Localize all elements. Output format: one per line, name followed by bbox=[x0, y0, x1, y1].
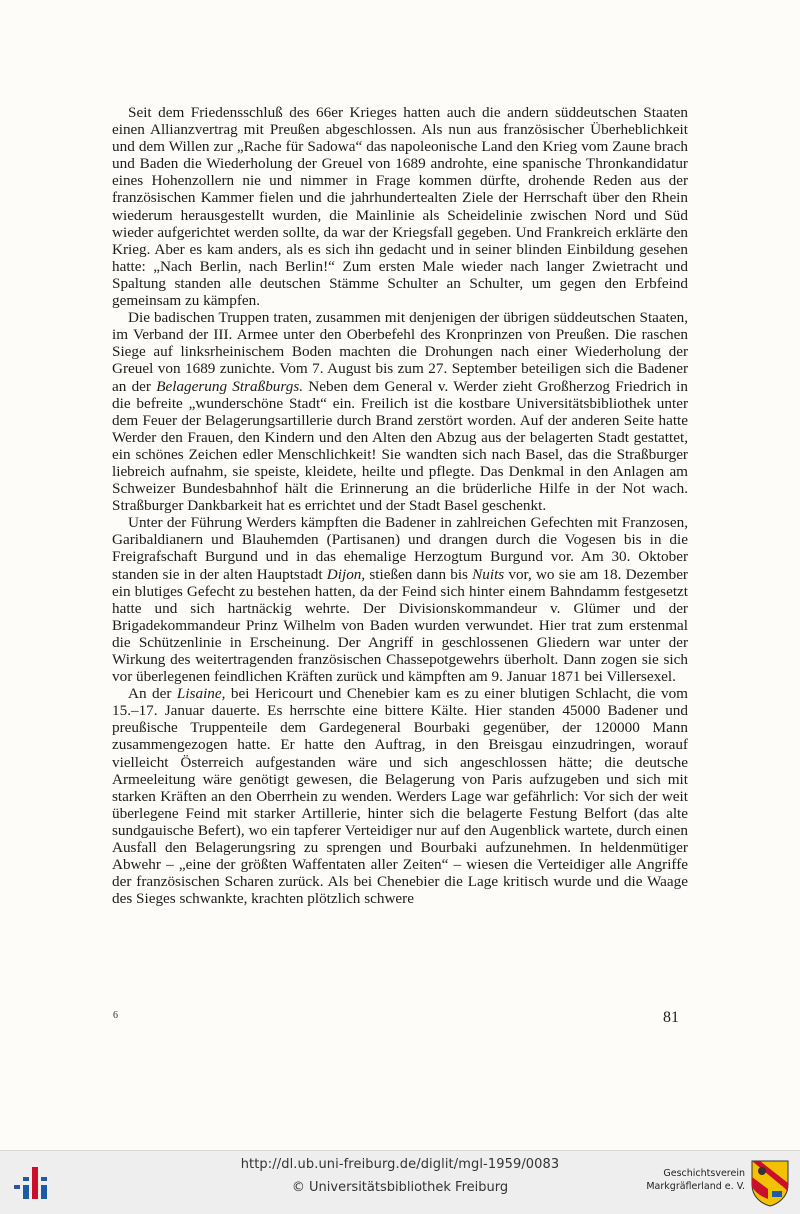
italic-place-dijon: Dijon, bbox=[326, 565, 366, 583]
body-text bbox=[112, 104, 688, 907]
paragraph-4: An der Lisaine, bei Hericourt und Chenebier kam es zu einer blutigen Schlacht, die vom 15.–17. Januar dauerte. Es herrschte eine bittere Kälte. Hier standen 45000 Badener und preußische Truppenteile dem Gardegeneral Bourbaki gegenüber, der 120000 Mann zusammengezogen hatte. Er hatte den Auftrag, in den Breisgau einzudringen, worauf vielleicht Österreich aufgestanden wäre und sich angeschlossen hätte; die deutsche Armeeleitung wäre genötigt gewesen, die Belagerung von Paris aufzugeben und sich mit starken Kräften an den Oberrhein zu wenden. Werders Lage war gefährlich: Vor sich der weit überlegene Feind mit starker Artillerie, hinter sich die belagerte Festung Belfort (das alte sundgauische Befert), wo ein tapferer Verteidiger nur auf den Augenblick wartete, durch einen Ausfall den Belagerungsring zu sprengen und Bourbaki aufzunehmen. In heldenmütiger Abwehr – „eine der größten Waffentaten aller Zeiten“ – wiesen die Verteidiger alle Angriffe der französischen Scharen zurück. Als bei Chenebier die Lage kritisch wurde und die Waage des Sieges schwankte, krachten plötzlich schwere bbox=[112, 685, 688, 908]
permalink-url[interactable]: http://dl.ub.uni-freiburg.de/diglit/mgl-1959/0083 bbox=[240, 1157, 560, 1172]
page-number: 81 bbox=[663, 1009, 679, 1026]
coat-of-arms-icon[interactable] bbox=[750, 1159, 790, 1207]
italic-place-strassburg: Belagerung Straßburgs. bbox=[156, 377, 304, 395]
copyright-notice: © Universitätsbibliothek Freiburg bbox=[291, 1180, 509, 1195]
paragraph-3: Unter der Führung Werders kämpften die Badener in zahlreichen Gefechten mit Franzosen, Garibaldianern und Blauhemden (Partisanen) und drangen durch die Vogesen bis in die Freigrafschaft Burgund und in das ehemalige Herzogtum Burgund vor. Am 30. Oktober standen sie in der alten Hauptstadt Dijon, stießen dann bis Nuits vor, wo sie am 18. Dezember ein blutiges Gefecht zu bestehen hatten, da der Feind sich hinter einem Bahndamm festgesetzt hatte und sich hartnäckig wehrte. Der Divisionskommandeur v. Glümer und der Brigadekommandeur Prinz Wilhelm von Baden wurden verwundet. Hier trat zum erstenmal die Schützenlinie in Erscheinung. Der Angriff in geschlossenen Gliedern war unter der Wirkung des weitertragenden französischen Chassepotgewehrs überholt. Dann zogen sie sich vor überlegenen feindlichen Kräften zurück und kämpften am 9. Januar 1871 bei Villersexel. bbox=[112, 514, 688, 686]
paragraph-2: Die badischen Truppen traten, zusammen mit denjenigen der übrigen süddeutschen Staaten, im Verband der III. Armee unter den Oberbefehl des Kronprinzen von Preußen. Die raschen Siege auf linksrheinischem Boden machten die Drohungen nach einer Wiederholung der Greuel von 1689 zunichte. Vom 7. August bis zum 27. September beteiligen sich die Badener an der Belagerung Straßburgs. Neben dem General v. Werder zieht Großherzog Friedrich in die befreite „wunderschöne Stadt“ ein. Freilich ist die kostbare Universitätsbibliothek unter dem Feuer der Belagerungsartillerie durch Brand zerstört worden. Auf der anderen Seite hatte Werder den Frauen, den Kindern und den Alten den Abzug aus der belagerten Stadt gestattet, ein schönes Zeichen edler Menschlichkeit! Sie wandten sich nach Basel, das die Straßburger liebreich aufnahm, sie speiste, kleidete, heilte und pflegte. Das Denkmal in den Anlagen am Schweizer Bundesbahnhof hält die Erinnerung an die brüderliche Hilfe in der Not wach. Straßburger Dankbarkeit hat es errichtet und der Stadt Basel geschenkt. bbox=[112, 309, 688, 515]
italic-place-nuits: Nuits bbox=[472, 565, 505, 583]
society-line-1: Geschichtsverein bbox=[663, 1168, 745, 1179]
sheet-signature: 6 bbox=[113, 1010, 118, 1021]
society-line-2: Markgräflerland e. V. bbox=[646, 1180, 745, 1192]
society-name bbox=[640, 1168, 745, 1193]
viewer-footer bbox=[0, 1150, 800, 1214]
paragraph-1: Seit dem Friedensschluß des 66er Krieges hatten auch die andern süddeutschen Staaten einen Allianzvertrag mit Preußen abgeschlossen. Als nun aus französischer Überheblichkeit und dem Willen zur „Rache für Sadowa“ das napoleonische Land den Krieg vom Zaune brach und Baden die Wiederholung der Greuel von 1689 androhte, eine spanische Thronkandidatur eines Hohenzollern nie und nimmer in Frage kommen dürfte, drohende Reden aus der französischen Kammer fielen und die jahrhundertealten Ziele der Herrschaft über den Rhein wiederum herausgestellt wurden, die Mainlinie als Scheidelinie zwischen Nord und Süd wieder aufgerichtet werden sollte, da war der Kriegsfall gegeben. Und Frankreich erklärte den Krieg. Aber es kam anders, als es sich ihn gedacht und in seiner blinden Einbildung gesehen hatte: „Nach Berlin, nach Berlin!“ Zum ersten Male wieder nach langer Zwietracht und Spaltung standen alle deutschen Stämme Schulter an Schulter, um gegen den Erbfeind gemeinsam zu kämpfen. bbox=[112, 104, 688, 310]
italic-place-lisaine: Lisaine, bbox=[176, 685, 226, 703]
